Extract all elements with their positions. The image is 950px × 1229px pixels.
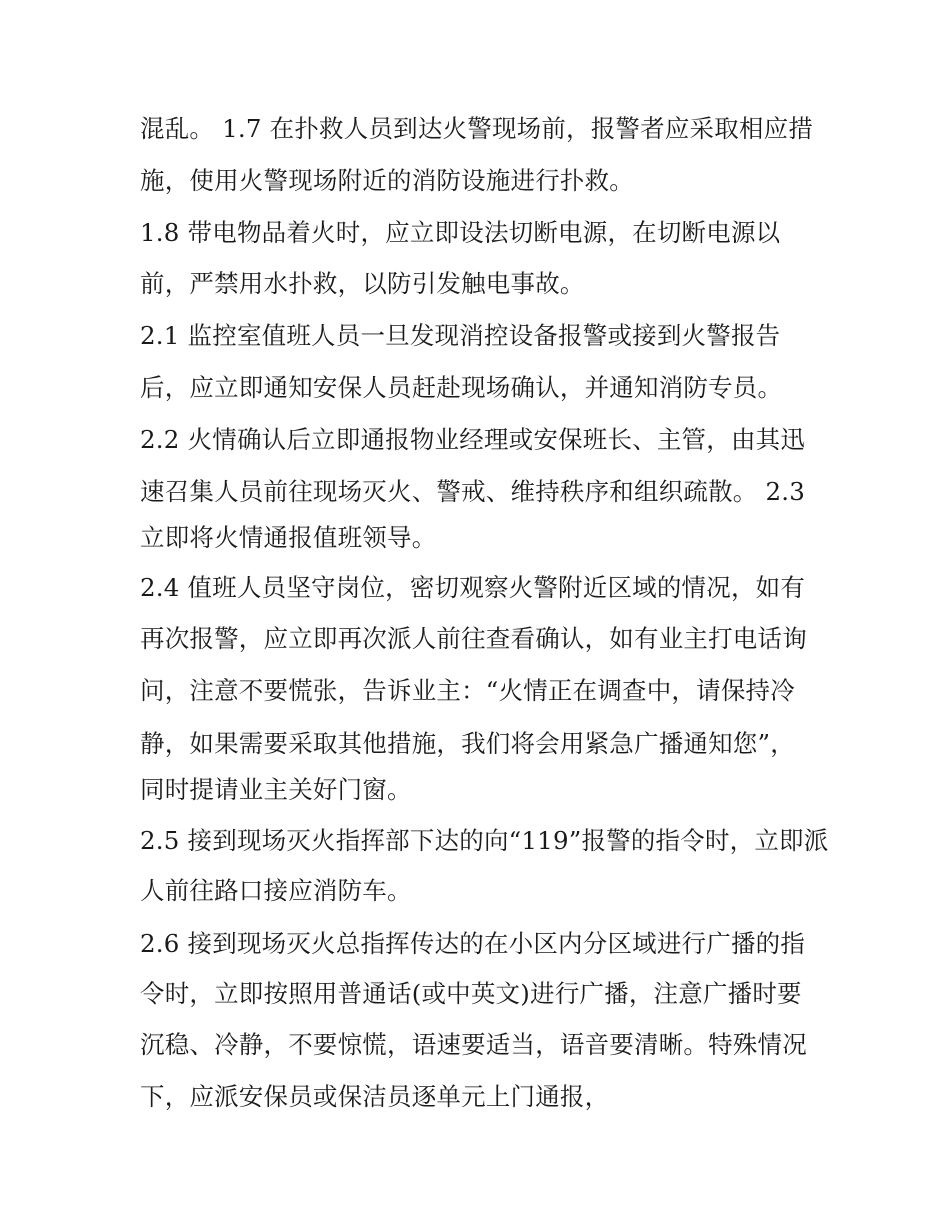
text-line: 人前往路口接应消防车。 xyxy=(140,876,412,905)
text-line: 速召集人员前往现场灭火、警戒、维持秩序和组织疏散。 2.3 xyxy=(140,477,806,506)
text-line: 2.1 监控室值班人员一旦发现消控设备报警或接到火警报告 xyxy=(140,321,781,350)
text-line: 后，应立即通知安保人员赶赴现场确认，并通知消防专员。 xyxy=(140,373,783,402)
text-line: 2.2 火情确认后立即通报物业经理或安保班长、主管，由其迅 xyxy=(140,425,806,454)
text-line: 下，应派安保员或保洁员逐单元上门通报， xyxy=(140,1082,610,1111)
text-line: 立即将火情通报值班领导。 xyxy=(140,523,437,552)
text-line: 令时，立即按照用普通话(或中英文)进行广播，注意广播时要 xyxy=(140,979,802,1008)
text-line: 混乱。 1.7 在扑救人员到达火警现场前，报警者应采取相应措 xyxy=(140,114,814,143)
text-line: 静，如果需要采取其他措施，我们将会用紧急广播通知您”， xyxy=(140,729,795,758)
text-line: 再次报警，应立即再次派人前往查看确认，如有业主打电话询 xyxy=(140,624,807,653)
text-line: 同时提请业主关好门窗。 xyxy=(140,775,412,804)
text-line: 问，注意不要慌张，告诉业主：“火情正在调查中，请保持冷 xyxy=(140,676,795,705)
text-line: 2.6 接到现场灭火总指挥传达的在小区内分区域进行广播的指 xyxy=(140,929,806,958)
text-line: 1.8 带电物品着火时，应立即设法切断电源，在切断电源以 xyxy=(140,218,781,247)
text-line: 前，严禁用水扑救，以防引发触电事故。 xyxy=(140,269,585,298)
text-line: 沉稳、冷静，不要惊慌，语速要适当，语音要清晰。特殊情况 xyxy=(140,1030,807,1059)
text-line: 施，使用火警现场附近的消防设施进行扑救。 xyxy=(140,166,634,195)
text-line: 2.4 值班人员坚守岗位，密切观察火警附近区域的情况，如有 xyxy=(140,573,806,602)
text-line: 2.5 接到现场灭火指挥部下达的向“119”报警的指令时，立即派 xyxy=(140,826,829,855)
